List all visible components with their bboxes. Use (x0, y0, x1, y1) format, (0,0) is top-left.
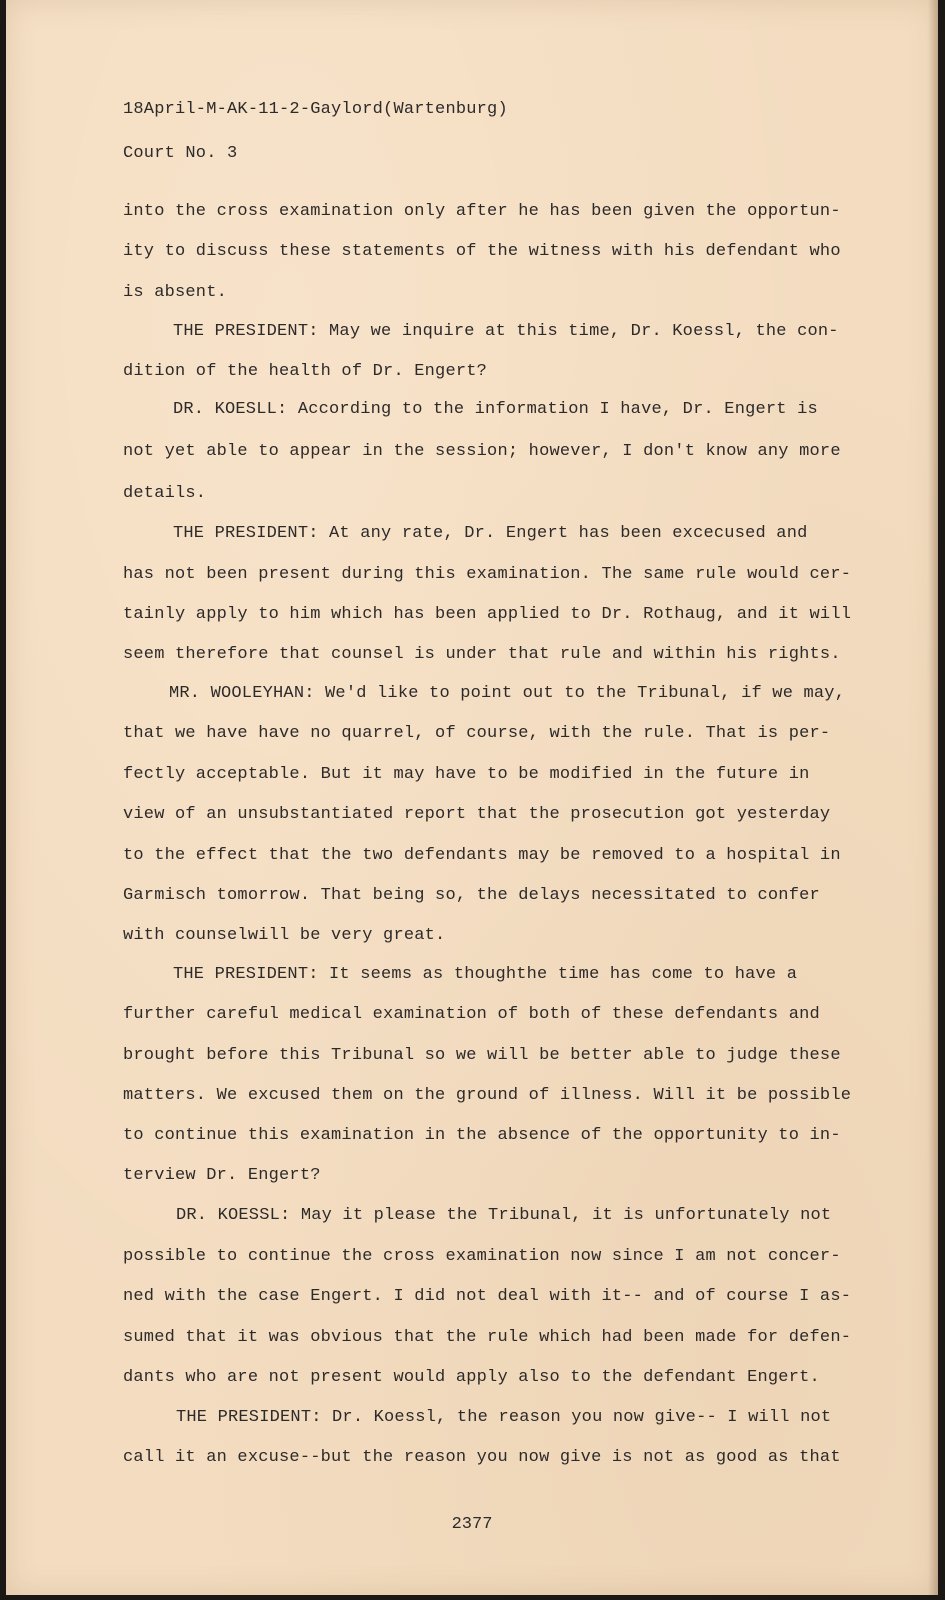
body-line: DR. KOESLL: According to the information I have, Dr. Engert is (173, 400, 818, 419)
body-line: matters. We excused them on the ground of illness. Will it be possible (123, 1086, 852, 1105)
body-line: view of an unsubstantiated report that the prosecution got yesterday (123, 805, 831, 824)
body-line: THE PRESIDENT: At any rate, Dr. Engert has been excecused and (173, 524, 808, 543)
page-edge-shadow (928, 0, 938, 1595)
body-line: sumed that it was obvious that the rule which had been made for defen- (123, 1328, 852, 1347)
body-line: call it an excuse--but the reason you now give is not as good as that (123, 1448, 841, 1467)
body-line: dants who are not present would apply also to the defendant Engert. (123, 1368, 820, 1387)
body-line: to continue this examination in the absence of the opportunity to in- (123, 1126, 841, 1145)
header-reference: 18April-M-AK-11-2-Gaylord(Wartenburg) (123, 100, 508, 119)
document-page (6, 0, 938, 1595)
body-line: fectly acceptable. But it may have to be modified in the future in (123, 765, 810, 784)
body-line: brought before this Tribunal so we will be better able to judge these (123, 1046, 841, 1065)
body-line: further careful medical examination of both of these defendants and (123, 1005, 820, 1024)
body-line: not yet able to appear in the session; however, I don't know any more (123, 442, 841, 461)
body-line: with counselwill be very great. (123, 926, 446, 945)
body-line: into the cross examination only after he has been given the opportun- (123, 202, 841, 221)
body-line: ity to discuss these statements of the witness with his defendant who (123, 242, 841, 261)
body-line: THE PRESIDENT: It seems as thoughthe time has come to have a (173, 965, 798, 984)
body-line: THE PRESIDENT: Dr. Koessl, the reason you now give-- I will not (176, 1408, 832, 1427)
page-number: 2377 (451, 1515, 493, 1534)
body-line: that we have have no quarrel, of course, with the rule. That is per- (123, 724, 831, 743)
body-line: possible to continue the cross examination now since I am not concer- (123, 1247, 841, 1266)
body-line: dition of the health of Dr. Engert? (123, 362, 488, 381)
body-line: to the effect that the two defendants may be removed to a hospital in (123, 846, 841, 865)
body-line: is absent. (123, 283, 228, 302)
body-line: seem therefore that counsel is under that rule and within his rights. (123, 645, 841, 664)
body-line: Garmisch tomorrow. That being so, the delays necessitated to confer (123, 886, 820, 905)
body-line: ned with the case Engert. I did not deal with it-- and of course I as- (123, 1287, 852, 1306)
body-line: THE PRESIDENT: May we inquire at this time, Dr. Koessl, the con- (173, 322, 839, 341)
body-line: has not been present during this examination. The same rule would cer- (123, 565, 852, 584)
body-line: DR. KOESSL: May it please the Tribunal, it is unfortunately not (176, 1206, 832, 1225)
body-line: tainly apply to him which has been applied to Dr. Rothaug, and it will (123, 605, 852, 624)
body-line: MR. WOOLEYHAN: We'd like to point out to the Tribunal, if we may, (169, 684, 846, 703)
body-line: details. (123, 484, 207, 503)
header-court: Court No. 3 (123, 144, 238, 163)
body-line: terview Dr. Engert? (123, 1166, 321, 1185)
